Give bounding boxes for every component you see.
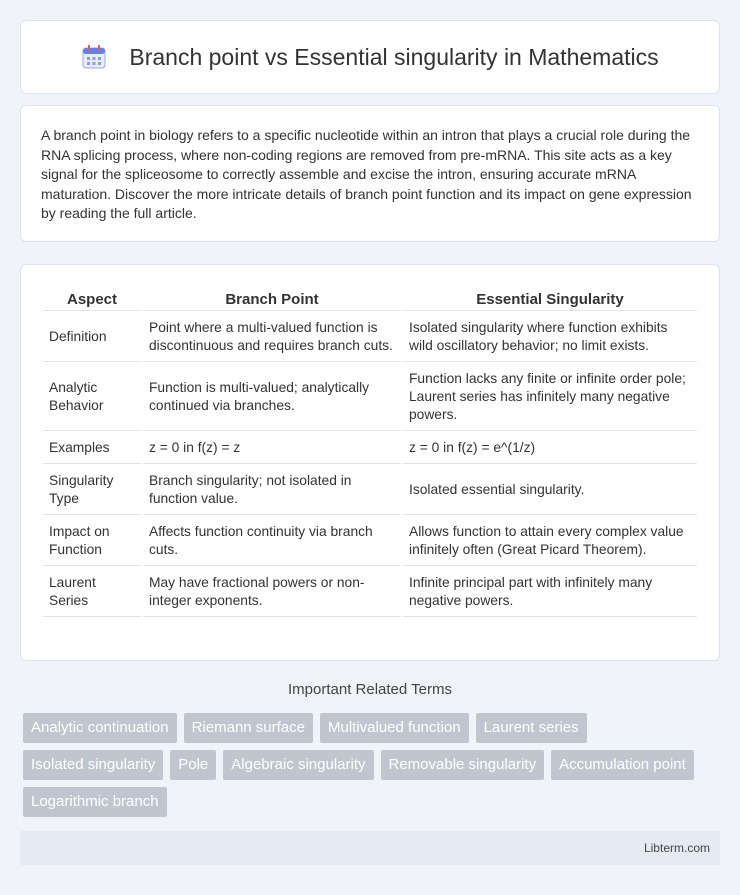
related-term-tag[interactable]: Laurent series [476,713,587,743]
related-terms-list [23,713,723,824]
table-cell: Isolated singularity where function exhibits wild oscillatory behavior; no limit exists. [403,313,697,362]
intro-text: A branch point in biology refers to a specific nucleotide within an intron that plays a crucial role during the RNA splicing process, where non-coding regions are removed from pre-mRNA. This site acts as a key signal for the spliceosome to correctly assemble and excise the intron, ensuring accurate mRNA maturation. Discover the more intricate details of branch point function and its impact on gene expression by reading the full article. [41,127,692,222]
footer-link[interactable]: Libterm.com [643,841,710,855]
column-header: Aspect [43,289,141,311]
table-cell: Allows function to attain every complex value infinitely often (Great Picard Theorem). [403,517,697,566]
table-row [43,433,697,464]
table-row [43,364,697,431]
related-term-tag[interactable]: Pole [170,750,216,780]
intro-card [20,105,720,242]
table-cell: Definition [43,313,141,362]
column-header: Essential Singularity [403,289,697,311]
comparison-table-card [20,264,720,661]
table-header-row [43,289,697,311]
table-cell: May have fractional powers or non-integer exponents. [143,568,401,617]
table-cell: Laurent Series [43,568,141,617]
comparison-table [41,287,699,619]
header-card [20,20,720,94]
table-cell: Infinite principal part with infinitely many negative powers. [403,568,697,617]
related-term-tag[interactable]: Removable singularity [381,750,545,780]
related-terms-title: Important Related Terms [288,681,452,698]
table-cell: Impact on Function [43,517,141,566]
related-term-tag[interactable]: Accumulation point [551,750,694,780]
table-cell: Examples [43,433,141,464]
table-cell: Affects function continuity via branch cuts. [143,517,401,566]
column-header: Branch Point [143,289,401,311]
table-cell: Point where a multi-valued function is discontinuous and requires branch cuts. [143,313,401,362]
related-term-tag[interactable]: Logarithmic branch [23,787,167,817]
table-cell: Singularity Type [43,466,141,515]
table-cell: Function lacks any finite or infinite order pole; Laurent series has infinitely many negative powers. [403,364,697,431]
calendar-grid-icon [81,44,107,70]
table-row [43,466,697,515]
table-cell: Branch singularity; not isolated in function value. [143,466,401,515]
related-term-tag[interactable]: Isolated singularity [23,750,163,780]
related-term-tag[interactable]: Riemann surface [184,713,313,743]
table-row [43,517,697,566]
table-cell: z = 0 in f(z) = z [143,433,401,464]
table-cell: Function is multi-valued; analytically continued via branches. [143,364,401,431]
page-title: Branch point vs Essential singularity in Mathematics [129,43,659,70]
table-cell: Analytic Behavior [43,364,141,431]
table-row [43,313,697,362]
related-term-tag[interactable]: Analytic continuation [23,713,177,743]
table-cell: Isolated essential singularity. [403,466,697,515]
related-term-tag[interactable]: Algebraic singularity [223,750,373,780]
table-cell: z = 0 in f(z) = e^(1/z) [403,433,697,464]
related-term-tag[interactable]: Multivalued function [320,713,469,743]
table-row [43,568,697,617]
footer [20,831,720,865]
